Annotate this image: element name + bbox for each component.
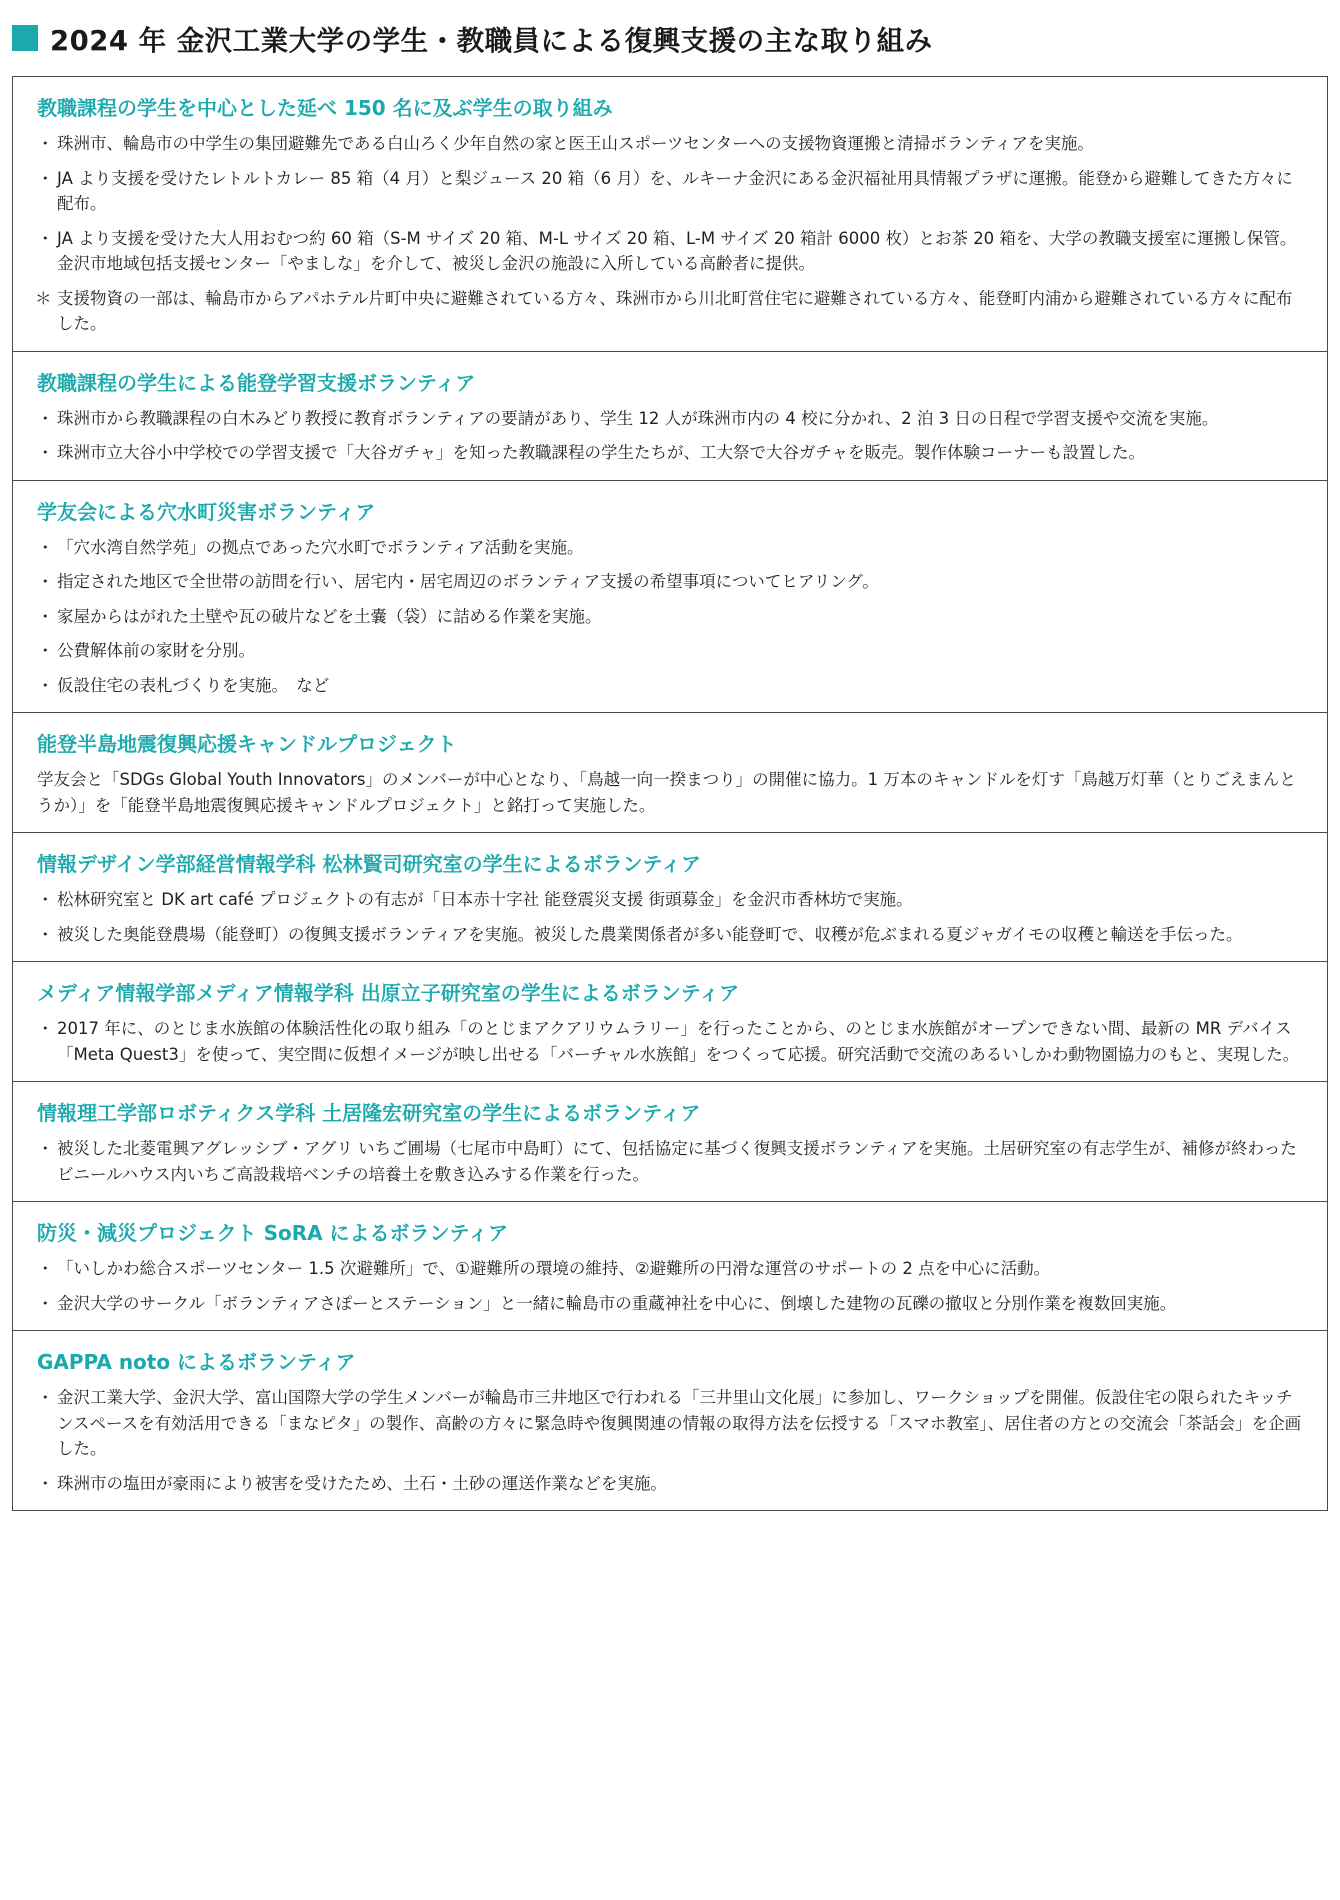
item-text: JA より支援を受けたレトルトカレー 85 箱（4 月）と梨ジュース 20 箱（6 月）を、ルキーナ金沢にある金沢福祉用具情報プラザに運搬。能登から避難してきた方々に配布。 <box>57 168 1293 213</box>
section-title: 防災・減災プロジェクト SoRA によるボランティア <box>37 1221 508 1245</box>
section-sora-project <box>13 1201 1327 1330</box>
section-doi-lab <box>13 1081 1327 1201</box>
section-title: メディア情報学部メディア情報学科 出原立子研究室の学生によるボランティア <box>37 981 740 1005</box>
bullet-mark: ・ <box>37 228 54 248</box>
item-text: 珠洲市、輪島市の中学生の集団避難先である白山ろく少年自然の家と医王山スポーツセンターへの支援物資運搬と清掃ボランティアを実施。 <box>57 134 1094 153</box>
section-title: 情報デザイン学部経営情報学科 松林賢司研究室の学生によるボランティア <box>37 852 701 876</box>
bullet-mark: ・ <box>37 134 54 153</box>
bullet-mark: ・ <box>37 1293 54 1313</box>
section-anamizu-volunteer <box>13 480 1327 713</box>
section-title: 情報理工学部ロボティクス学科 土居隆宏研究室の学生によるボランティア <box>37 1101 701 1125</box>
bullet-mark: ・ <box>37 1473 54 1493</box>
list-item <box>37 922 1305 948</box>
note-text: 支援物資の一部は、輪島市からアパホテル片町中央に避難されている方々、珠洲市から川北町営住宅に避難されている方々、能登町内浦から避難されている方々に配布した。 <box>57 288 1293 333</box>
item-text: 「いしかわ総合スポーツセンター 1.5 次避難所」で、①避難所の環境の維持、②避難所の円滑な運営のサポートの 2 点を中心に活動。 <box>57 1259 1051 1278</box>
title-row <box>12 12 1328 64</box>
list-item <box>37 1136 1305 1187</box>
bullet-mark: ・ <box>37 1139 54 1158</box>
section-candle-project <box>13 712 1327 832</box>
bullet-mark: ・ <box>37 641 54 660</box>
page <box>12 12 1328 1511</box>
item-text: 珠洲市立大谷小中学校での学習支援で「大谷ガチャ」を知った教職課程の学生たちが、工大祭で大谷ガチャを販売。製作体験コーナーも設置した。 <box>57 443 1146 462</box>
page-title: 2024 年 金沢工業大学の学生・教職員による復興支援の主な取り組み <box>50 25 933 57</box>
asterisk-mark: ＊ <box>35 288 52 308</box>
item-text: 松林研究室と DK art café プロジェクトの有志が「日本赤十字社 能登震災支援 街頭募金」を金沢市香林坊で実施。 <box>57 890 913 909</box>
bullet-mark: ・ <box>37 890 54 909</box>
section-education-supplies <box>13 77 1327 351</box>
item-text: 仮設住宅の表札づくりを実施。 など <box>57 675 330 695</box>
list-item <box>37 406 1305 432</box>
section-izuhara-lab <box>13 961 1327 1081</box>
item-text: 公費解体前の家財を分別。 <box>57 641 255 660</box>
section-title: 教職課程の学生を中心とした延べ 150 名に及ぶ学生の取り組み <box>37 96 613 120</box>
note-item <box>37 286 1305 337</box>
section-title: 能登半島地震復興応援キャンドルプロジェクト <box>37 732 457 756</box>
list-item <box>37 604 1305 630</box>
section-learning-support <box>13 351 1327 480</box>
item-text: 指定された地区で全世帯の訪問を行い、居宅内・居宅周辺のボランティア支援の希望事項についてヒアリング。 <box>57 572 879 591</box>
list-item <box>37 638 1305 664</box>
list-item <box>37 1471 1305 1497</box>
section-title: GAPPA noto によるボランティア <box>37 1350 356 1374</box>
section-title: 教職課程の学生による能登学習支援ボランティア <box>37 370 476 395</box>
list-item <box>37 131 1305 157</box>
section-text: 学友会と「SDGs Global Youth Innovators」のメンバーが中心となり、「鳥越一向一揆まつり」の開催に協力。1 万本のキャンドルを灯す「鳥越万灯華（とりごえまんとうか）」を「能登半島地震復興応援キャンドルプロジェクト」と銘打って実施した。 <box>37 770 1296 815</box>
bullet-mark: ・ <box>37 1019 54 1038</box>
bullet-mark: ・ <box>37 1388 54 1407</box>
item-text: 金沢工業大学、金沢大学、富山国際大学の学生メンバーが輪島市三井地区で行われる「三井里山文化展」に参加し、ワークショップを開催。仮設住宅の限られたキッチンスペースを有効活用できる「まなピタ」の製作、高齢の方々に緊急時や復興関連の情報の取得方法を伝授する「スマホ教室」、居住者の方との交流会「茶話会」を企画した。 <box>57 1388 1302 1458</box>
bullet-mark: ・ <box>37 537 54 557</box>
bullet-mark: ・ <box>37 572 54 591</box>
item-text: 「穴水湾自然学苑」の拠点であった穴水町でボランティア活動を実施。 <box>57 537 584 557</box>
list-item <box>37 569 1305 595</box>
activities-box <box>12 76 1328 1511</box>
bullet-mark: ・ <box>37 443 54 462</box>
item-text: 被災した北菱電興アグレッシブ・アグリ いちご圃場（七尾市中島町）にて、包括協定に基づく復興支援ボランティアを実施。土居研究室の有志学生が、補修が終わったビニールハウス内いちご高設栽培ベンチの培養土を敷き込みする作業を行った。 <box>57 1139 1297 1184</box>
bullet-mark: ・ <box>37 606 54 626</box>
list-item <box>37 1256 1305 1282</box>
list-item <box>37 887 1305 913</box>
list-item <box>37 440 1305 466</box>
bullet-mark: ・ <box>37 408 54 428</box>
item-text: 金沢大学のサークル「ボランティアさぽーとステーション」と一緒に輪島市の重蔵神社を中心に、倒壊した建物の瓦礫の撤収と分別作業を複数回実施。 <box>57 1293 1177 1313</box>
list-item <box>37 673 1305 699</box>
section-matsubayashi-lab <box>13 832 1327 961</box>
bullet-mark: ・ <box>37 168 54 188</box>
item-text: 2017 年に、のとじま水族館の体験活性化の取り組み「のとじまアクアリウムラリー」を行ったことから、のとじま水族館がオープンできない間、最新の MR デバイス「Meta Quest3」を使って、実空間に仮想イメージが映し出せる「バーチャル水族館」をつくって応援。研究活動で交流のあるいしかわ動物園協力のもと、実現した。 <box>57 1019 1300 1064</box>
section-title: 学友会による穴水町災害ボランティア <box>37 499 376 524</box>
list-item <box>37 535 1305 561</box>
title-square-icon <box>12 25 38 51</box>
bullet-mark: ・ <box>37 675 54 695</box>
bullet-mark: ・ <box>37 924 54 944</box>
item-text: 被災した奥能登農場（能登町）の復興支援ボランティアを実施。被災した農業関係者が多い能登町で、収穫が危ぶまれる夏ジャガイモの収穫と輸送を手伝った。 <box>57 924 1243 944</box>
item-text: JA より支援を受けた大人用おむつ約 60 箱（S-M サイズ 20 箱、M-L サイズ 20 箱、L-M サイズ 20 箱計 6000 枚）とお茶 20 箱を、大学の教職支援室に運搬し保管。金沢市地域包括支援センター「やましな」を介して、被災し金沢の施設に入所している高齢者に提供。 <box>57 228 1297 273</box>
list-item <box>37 1291 1305 1317</box>
item-text: 珠洲市から教職課程の白木みどり教授に教育ボランティアの要請があり、学生 12 人が珠洲市内の 4 校に分かれ、2 泊 3 日の日程で学習支援や交流を実施。 <box>57 408 1219 428</box>
bullet-mark: ・ <box>37 1259 54 1278</box>
section-gappa-noto <box>13 1330 1327 1510</box>
list-item <box>37 1385 1305 1462</box>
item-text: 珠洲市の塩田が豪雨により被害を受けたため、土石・土砂の運送作業などを実施。 <box>57 1473 667 1493</box>
list-item <box>37 1016 1305 1067</box>
list-item <box>37 226 1305 277</box>
list-item <box>37 166 1305 217</box>
item-text: 家屋からはがれた土壁や瓦の破片などを土嚢（袋）に詰める作業を実施。 <box>57 606 602 626</box>
